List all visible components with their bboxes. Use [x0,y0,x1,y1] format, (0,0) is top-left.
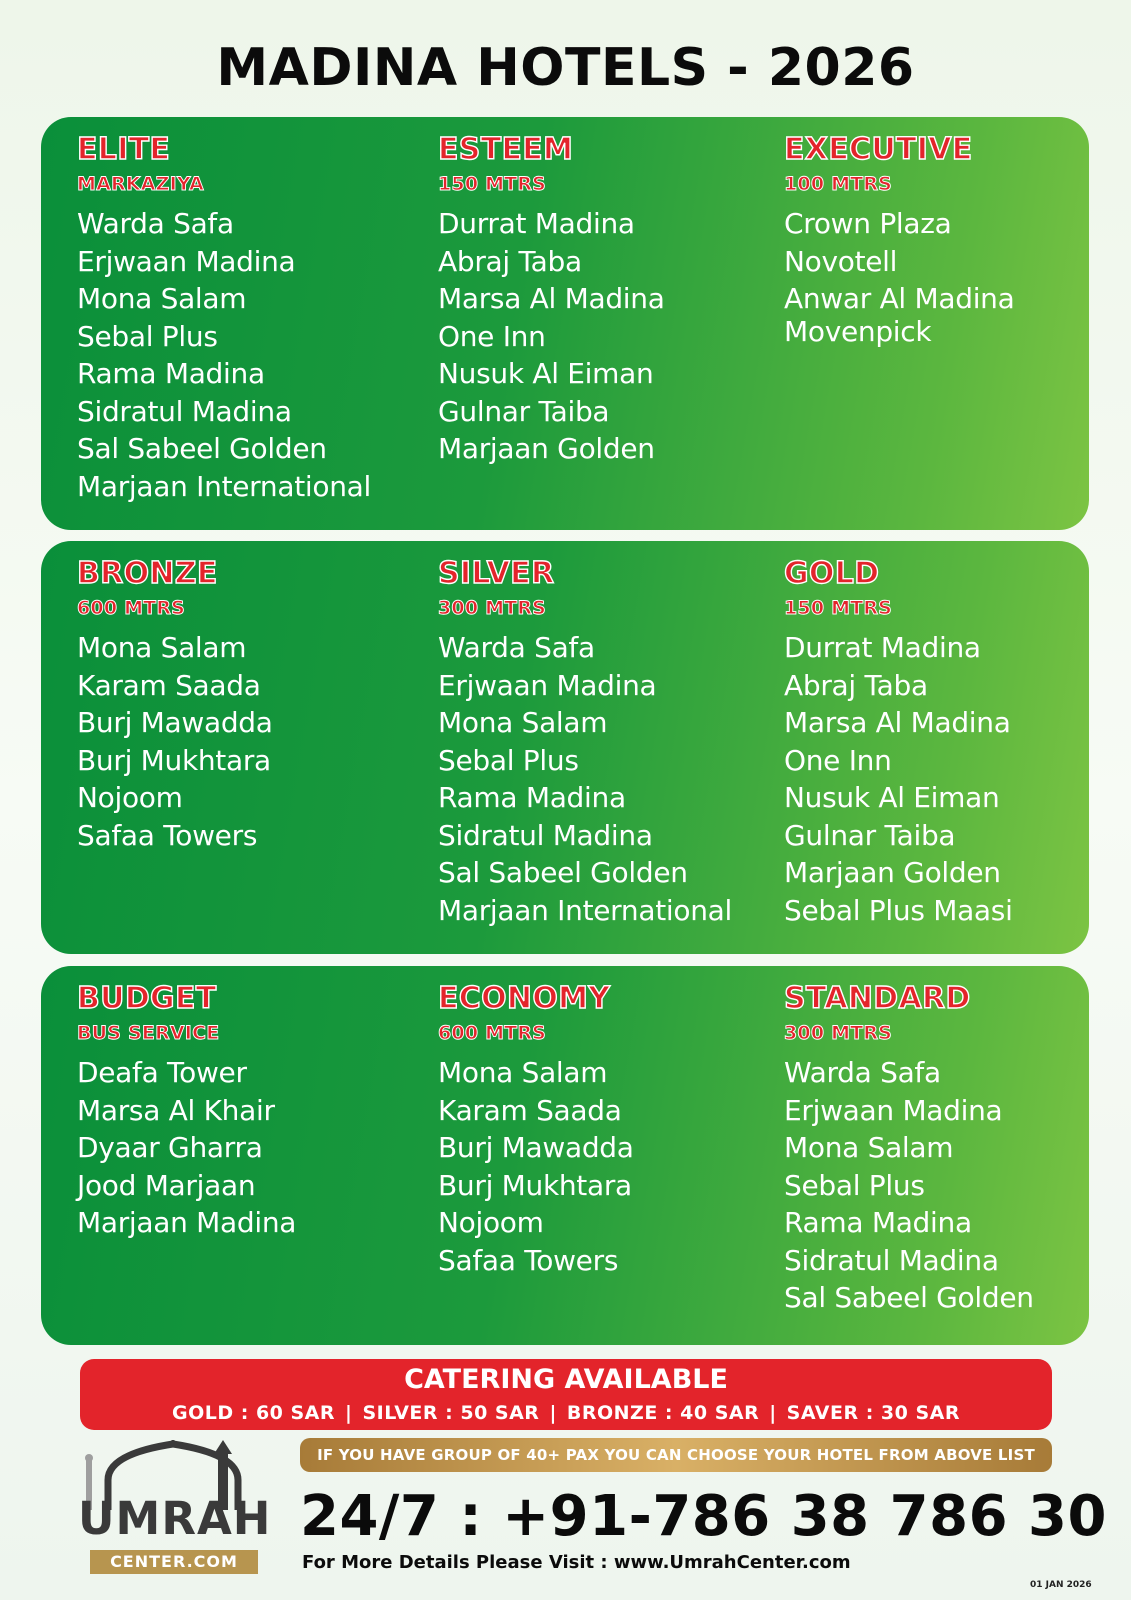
hotel-item: Nojoom [77,781,183,814]
hotel-item: Marsa Al Madina [784,706,1011,739]
hotel-item: Durrat Madina [438,207,635,240]
hotel-item: Mona Salam [784,1131,954,1164]
logo-subtitle: CENTER.COM [90,1550,258,1574]
category-distance: 300 MTRS [438,597,547,619]
hotel-item: Erjwaan Madina [784,1093,1003,1127]
hotel-item: Sidratul Madina [77,394,292,428]
hotel-item: Marsa Al Khair [77,1093,275,1127]
catering-title: CATERING AVAILABLE [404,1364,728,1395]
hotel-item: Sidratul Madina [784,1243,999,1277]
hotel-item: Marjaan International [438,893,732,927]
website-line[interactable]: For More Details Please Visit : www.UmrahCenter.com [302,1552,851,1573]
hotel-item: Burj Mawadda [438,1131,634,1164]
category-name: ESTEEM [438,132,574,167]
category-name: BRONZE [77,556,218,591]
category-distance: MARKAZIYA [77,173,204,195]
hotel-item: Burj Mukhtara [77,743,271,777]
category-column-bronze [77,557,427,854]
hotel-item: Sal Sabeel Golden [438,856,688,889]
hotel-item: Warda Safa [77,207,234,240]
hotel-item: Warda Safa [438,631,595,664]
hotel-item: Abraj Taba [784,668,928,702]
hotel-list [77,1054,427,1242]
category-distance: 600 MTRS [77,597,186,619]
category-name: EXECUTIVE [784,132,973,167]
hotel-item: Sebal Plus [438,743,579,777]
category-column-esteem [438,133,783,468]
hotel-list [77,205,427,505]
hotel-list [784,205,1084,348]
hotel-item: Durrat Madina [784,631,981,664]
hotel-panel-2 [41,541,1089,954]
hotel-item: Marjaan Madina [77,1206,297,1239]
hotel-list [438,205,783,468]
umrah-center-logo [78,1440,278,1580]
hotel-item: Warda Safa [784,1056,941,1089]
hotel-item: Marjaan International [77,469,371,503]
page-title: MADINA HOTELS - 2026 [216,38,915,98]
phone-number[interactable]: 24/7 : +91-786 38 786 30 [300,1484,1107,1549]
hotel-item: Dyaar Gharra [77,1131,263,1164]
category-column-budget [77,982,427,1242]
hotel-list [784,629,1084,929]
category-column-silver [438,557,783,929]
hotel-item: Karam Saada [77,668,261,702]
category-column-standard [784,982,1084,1317]
hotel-item: Sebal Plus [784,1168,925,1202]
hotel-item: Mona Salam [77,631,247,664]
catering-price-saver: SAVER : 30 SAR [786,1402,960,1424]
hotel-item: Sal Sabeel Golden [784,1281,1034,1314]
hotel-item: Nusuk Al Eiman [438,357,654,390]
category-name: SILVER [438,556,555,591]
hotel-list [77,629,427,854]
hotel-item: Burj Mukhtara [438,1168,632,1202]
hotel-item: Sebal Plus Maasi [784,893,1013,927]
category-distance: 150 MTRS [438,173,547,195]
category-distance: 150 MTRS [784,597,893,619]
hotel-item: Sidratul Madina [438,818,653,852]
separator: | [345,1402,353,1424]
group-note: IF YOU HAVE GROUP OF 40+ PAX YOU CAN CHOOSE YOUR HOTEL FROM ABOVE LIST [300,1438,1052,1472]
hotel-item: Marjaan Golden [438,432,655,465]
hotel-item: Safaa Towers [438,1243,619,1277]
separator: | [769,1402,777,1424]
catering-price-silver: SILVER : 50 SAR [362,1402,540,1424]
catering-price-gold: GOLD : 60 SAR [171,1402,336,1424]
category-name: STANDARD [784,981,971,1016]
hotel-item: One Inn [784,743,892,777]
category-name: ECONOMY [438,981,611,1016]
hotel-item: Nojoom [438,1206,544,1239]
hotel-item: Mona Salam [77,282,247,315]
category-name: BUDGET [77,981,217,1016]
hotel-item: Novotell [784,244,898,278]
separator: | [549,1402,557,1424]
hotel-item: Safaa Towers [77,818,258,852]
hotel-item: Crown Plaza [784,207,952,240]
hotel-item: Rama Madina [438,781,626,814]
hotel-item: Burj Mawadda [77,706,273,739]
category-column-gold [784,557,1084,929]
hotel-item: Rama Madina [77,357,265,390]
hotel-panel-1 [41,117,1089,530]
category-column-economy [438,982,783,1279]
hotel-panel-3 [41,966,1089,1345]
hotel-item: Mona Salam [438,706,608,739]
category-distance: 100 MTRS [784,173,893,195]
hotel-item: Jood Marjaan [77,1168,256,1202]
hotel-item: Erjwaan Madina [77,244,296,278]
category-column-elite [77,133,427,505]
hotel-item: Sal Sabeel Golden [77,432,327,465]
hotel-item: Rama Madina [784,1206,972,1239]
hotel-item: Movenpick [784,314,932,348]
hotel-item: Anwar Al Madina [784,282,1015,315]
hotel-item: Deafa Tower [77,1056,247,1089]
hotel-item: Marsa Al Madina [438,282,665,315]
category-column-executive [784,132,1084,348]
category-distance: 600 MTRS [438,1022,547,1044]
hotel-list [438,629,783,929]
issue-date: 01 JAN 2026 [1030,1580,1092,1590]
hotel-item: Gulnar Taiba [438,394,610,428]
category-name: ELITE [77,132,171,167]
hotel-item: Karam Saada [438,1093,622,1127]
hotel-item: Gulnar Taiba [784,818,956,852]
catering-price-bronze: BRONZE : 40 SAR [566,1402,760,1424]
hotel-item: Erjwaan Madina [438,668,657,702]
category-distance: BUS SERVICE [77,1022,220,1044]
hotel-item: Sebal Plus [77,319,218,353]
hotel-item: Marjaan Golden [784,856,1001,889]
catering-prices [80,1399,1052,1427]
hotel-item: One Inn [438,319,546,353]
hotel-item: Abraj Taba [438,244,582,278]
hotel-list [784,1054,1084,1317]
hotel-item: Nusuk Al Eiman [784,781,1000,814]
hotel-list [438,1054,783,1279]
category-name: GOLD [784,556,880,591]
hotel-item: Mona Salam [438,1056,608,1089]
catering-banner [80,1359,1052,1430]
logo-wordmark: UMRAH [78,1492,272,1545]
category-distance: 300 MTRS [784,1022,893,1044]
